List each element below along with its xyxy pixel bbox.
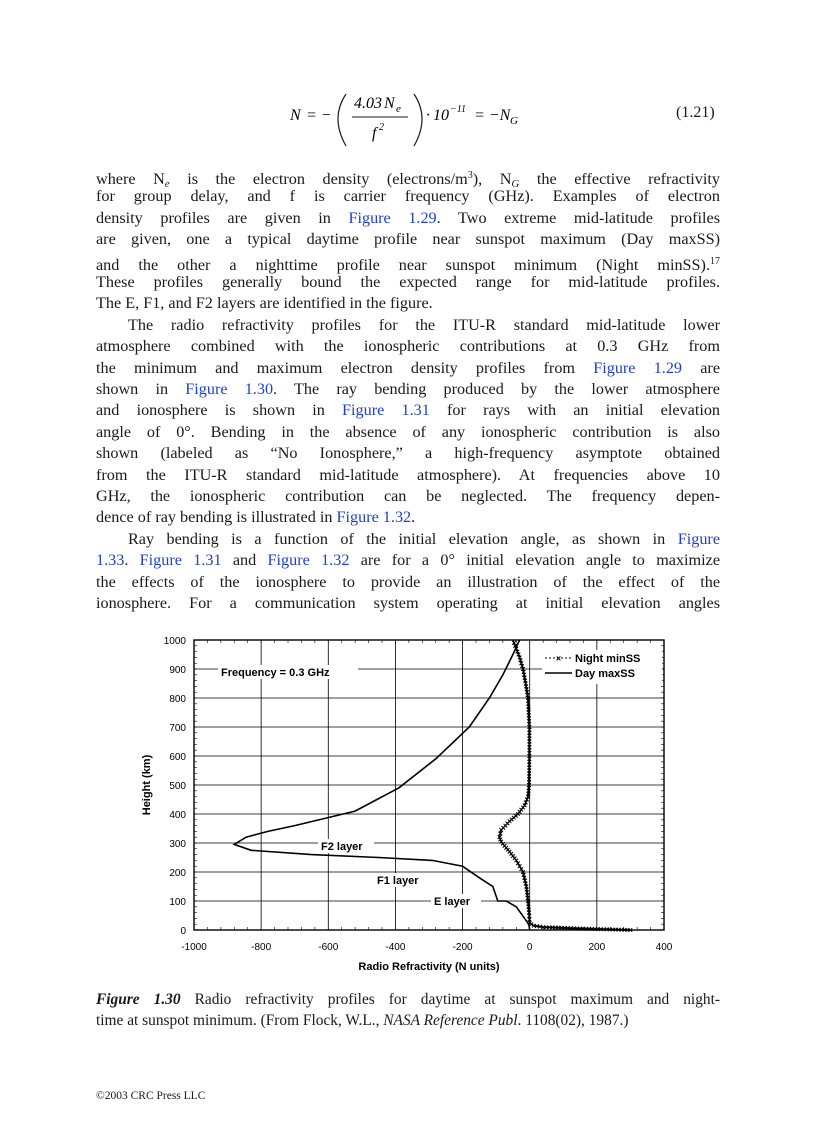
- caption-line: [96, 1010, 720, 1031]
- text-line: [96, 550, 720, 571]
- eq-numer-sub: e: [396, 103, 401, 115]
- text-line: GHz, the ionospheric contribution can be neglected. The frequency depen-: [96, 486, 720, 505]
- refractivity-chart: [130, 630, 690, 980]
- text-line: [96, 251, 720, 272]
- caption-line: [96, 989, 720, 1010]
- right-paren-icon: [414, 94, 422, 146]
- figure-link[interactable]: Figure 1.31: [139, 551, 222, 570]
- chart-legend: [542, 650, 662, 684]
- text-line: from the ITU-R standard mid-latitude atmosphere). At frequencies above 10: [96, 465, 720, 484]
- y-tick-label: 900: [169, 665, 186, 676]
- paragraph-1: [96, 165, 720, 315]
- eq-coef: 4.03: [354, 95, 382, 112]
- subscript: e: [164, 178, 170, 190]
- text-run: ), N: [472, 170, 512, 188]
- x-tick-label: -200: [452, 942, 473, 953]
- eq-denom: f: [372, 125, 377, 142]
- x-tick-label: 400: [655, 942, 673, 953]
- y-tick-label: 300: [169, 839, 186, 850]
- text-run: . Two extreme mid-latitude profiles: [436, 208, 720, 227]
- text-run: the effective refractivity: [519, 170, 720, 188]
- figure-link[interactable]: Figure 1.29: [348, 208, 437, 227]
- y-axis-label: Height (km): [141, 754, 153, 816]
- text-line: angle of 0°. Bending in the absence of any ionospheric contribution is also: [96, 422, 720, 441]
- caption-text: . 1108(02), 1987.): [517, 1012, 629, 1029]
- paragraph-2: [96, 315, 720, 529]
- figure-link[interactable]: 1.33: [96, 551, 125, 570]
- eq-rhs: = −N: [474, 107, 511, 124]
- text-run: . The ray bending produced by the lower atmosphere: [273, 379, 720, 398]
- y-tick-label: 200: [169, 868, 186, 879]
- text-line: [96, 529, 720, 550]
- legend-night-label: Night minSS: [575, 653, 641, 665]
- text-line: are given, one a typical daytime profile near sunspot maximum (Day maxSS): [96, 230, 720, 249]
- y-tick-label: 1000: [163, 636, 186, 647]
- x-tick-label: 200: [588, 942, 606, 953]
- legend-night-marker: ×: [555, 653, 562, 664]
- text-line: ionosphere. For a communication system operating at initial elevation angles: [96, 593, 720, 612]
- eq-mult: ·: [426, 107, 430, 124]
- equation-svg: [290, 86, 540, 158]
- eq-denom-exp: 2: [379, 122, 384, 133]
- text-run: .: [411, 508, 416, 527]
- figure-link[interactable]: Figure 1.29: [593, 358, 683, 377]
- text-line: [96, 507, 720, 528]
- text-line: [96, 379, 720, 400]
- caption-journal: NASA Reference Publ: [383, 1012, 518, 1029]
- text-run: and the other a nighttime profile near sunspot minimum (Night minSS).: [96, 255, 710, 274]
- footnote-ref: 17: [710, 255, 720, 267]
- eq-numer-var: N: [384, 95, 395, 112]
- text-line: [96, 165, 720, 190]
- e-layer-label: E layer: [434, 896, 471, 908]
- text-run: dence of ray bending is illustrated in: [96, 508, 337, 527]
- x-tick-label: 0: [526, 942, 533, 953]
- figure-link[interactable]: Figure: [677, 529, 720, 548]
- figure-link[interactable]: Figure 1.32: [267, 551, 350, 570]
- text-run: and ionosphere is shown in: [96, 401, 343, 420]
- x-tick-label: -800: [251, 942, 272, 953]
- x-tick-label: -600: [318, 942, 339, 953]
- figure-caption: [96, 989, 720, 1031]
- figure-link[interactable]: Figure 1.32: [336, 508, 412, 527]
- text-line: shown (labeled as “No Ionosphere,” a high-frequency asymptote obtained: [96, 444, 720, 463]
- equation-number: (1.21): [676, 104, 715, 121]
- left-paren-icon: [338, 94, 346, 146]
- eq-exp: −11: [450, 104, 467, 115]
- text-run: the minimum and maximum electron density profiles from: [96, 358, 594, 377]
- text-run: is the electron density (electrons/m: [169, 170, 468, 188]
- x-tick-label: -400: [385, 942, 406, 953]
- y-tick-label: 800: [169, 694, 186, 705]
- text-line: These profiles generally bound the expected range for mid-latitude profiles.: [96, 272, 720, 291]
- text-line: [96, 358, 720, 379]
- text-line: atmosphere combined with the ionospheric contributions at 0.3 GHz from: [96, 337, 720, 356]
- text-run: Ray bending is a function of the initial elevation angle, as shown in: [128, 529, 678, 548]
- x-axis-label: Radio Refractivity (N units): [358, 961, 500, 973]
- subscript: G: [511, 178, 520, 190]
- text-line: the effects of the ionosphere to provide an illustration of the effect of the: [96, 572, 720, 591]
- superscript: 3: [467, 170, 473, 181]
- frequency-annotation: Frequency = 0.3 GHz: [221, 667, 330, 679]
- text-line: The radio refractivity profiles for the ITU-R standard mid-latitude lower: [128, 315, 720, 334]
- caption-text: Radio refractivity profiles for daytime at sunspot maximum and night-: [180, 991, 720, 1008]
- paragraph-3: [96, 529, 720, 615]
- text-line: The E, F1, and F2 layers are identified in the figure.: [96, 294, 433, 313]
- text-line: for group delay, and f is carrier frequency (GHz). Examples of electron: [96, 187, 720, 206]
- y-tick-label: 0: [180, 926, 186, 937]
- eq-lhs: N: [290, 107, 301, 124]
- eq-ten: 10: [433, 107, 449, 124]
- eq-equals-minus: = −: [306, 107, 332, 124]
- text-run: shown in: [96, 379, 186, 398]
- text-run: density profiles are given in: [96, 208, 349, 227]
- equation-body: [290, 86, 540, 163]
- text-run: and: [221, 551, 268, 570]
- copyright-footer: ©2003 CRC Press LLC: [96, 1090, 206, 1102]
- text-run: are: [682, 358, 720, 377]
- legend-day-label: Day maxSS: [575, 668, 635, 680]
- y-tick-label: 600: [169, 752, 186, 763]
- text-run: for rays with an initial elevation: [429, 401, 721, 420]
- caption-label: Figure 1.30: [96, 991, 181, 1008]
- y-tick-label: 100: [169, 897, 186, 908]
- text-run: are for a 0° initial elevation angle to maximize: [349, 551, 721, 570]
- text-line: [96, 400, 720, 421]
- x-tick-label: -1000: [181, 942, 207, 953]
- text-line: [96, 208, 720, 229]
- y-tick-label: 700: [169, 723, 186, 734]
- text-run: where N: [96, 170, 165, 188]
- caption-text: time at sunspot minimum. (From Flock, W.L.,: [96, 1012, 384, 1029]
- f1-layer-label: F1 layer: [377, 875, 419, 887]
- f2-layer-label: F2 layer: [321, 841, 363, 853]
- y-tick-label: 500: [169, 781, 186, 792]
- figure-link[interactable]: Figure 1.31: [342, 401, 430, 420]
- figure-link[interactable]: Figure 1.30: [185, 379, 274, 398]
- text-run: .: [124, 551, 140, 570]
- y-tick-label: 400: [169, 810, 186, 821]
- equation-1-21: [0, 82, 816, 162]
- eq-rhs-sub: G: [510, 115, 518, 127]
